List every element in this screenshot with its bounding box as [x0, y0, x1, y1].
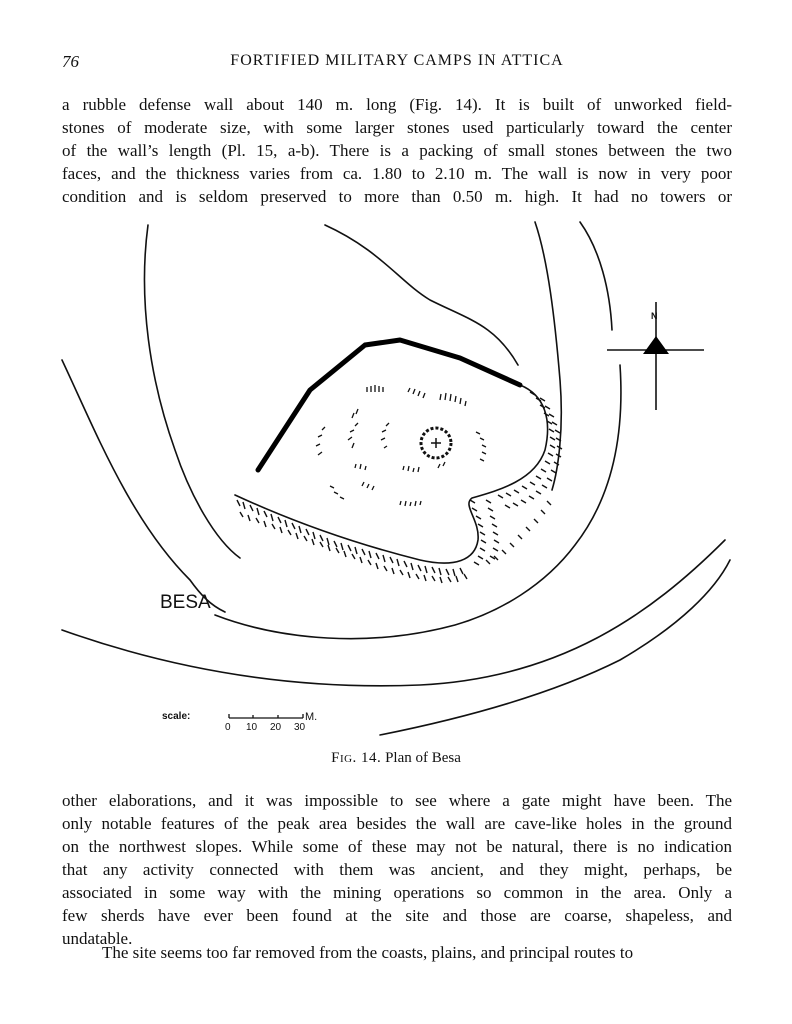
contour-line [580, 222, 612, 330]
scale-tick-label: 0 [225, 722, 231, 733]
rubble-band [505, 398, 562, 508]
running-title: FORTIFIED MILITARY CAMPS IN ATTICA [230, 52, 564, 69]
contour-line [535, 222, 561, 490]
caption-text: Plan of Besa [385, 750, 461, 766]
summit-ring [421, 428, 451, 458]
contour-line [215, 365, 621, 639]
scale-tick-label: 30 [294, 722, 306, 733]
paragraph-line: that any activity connected with them was ancient, and they might, perhaps, be [62, 860, 732, 879]
paragraph-line: of the wall’s length (Pl. 15, a-b). There is a packing of small stones between the two [62, 141, 732, 160]
rubble-band [470, 500, 499, 565]
contour-line [62, 360, 225, 612]
terrace-mark [438, 462, 445, 468]
scale-unit: M. [305, 711, 318, 723]
terrace-mark [381, 423, 389, 448]
terrace-hatching [316, 385, 486, 506]
terrace-mark [355, 464, 366, 470]
paragraph-line: a rubble defense wall about 140 m. long (Fig. 14). It is built of unworked field- [62, 95, 732, 114]
paragraph-line: condition and is seldom preserved to more than 0.50 m. high. It had no towers or [62, 187, 732, 206]
scale-bar [229, 714, 303, 718]
paragraph-line: other elaborations, and it was impossible to see where a gate might have been. The [62, 791, 732, 810]
defense-wall [258, 340, 520, 470]
north-label: N [651, 311, 658, 321]
paragraph-line: on the northwest slopes. While some of these may not be natural, there is no indication [62, 837, 732, 856]
paragraph-3 [62, 941, 732, 964]
paragraph-2 [62, 789, 732, 950]
terrace-mark [367, 385, 383, 392]
terrace-mark [408, 388, 425, 398]
contour-line [144, 225, 240, 558]
paragraph-line: only notable features of the peak area besides the wall are cave-like holes in the ground [62, 814, 732, 833]
terrace-mark [330, 486, 344, 499]
paragraph-1 [62, 93, 732, 208]
plan-of-besa-figure [0, 210, 792, 750]
caption-figure-number: Fig. 14. [331, 750, 382, 766]
paragraph-line: The site seems too far removed from the coasts, plains, and principal routes to [102, 943, 634, 962]
scale-tick-label: 20 [270, 722, 282, 733]
paragraph-line: few sherds have ever been found at the site and those are coarse, shapeless, and [62, 906, 732, 925]
terrace-mark [348, 423, 358, 448]
page-header [62, 52, 732, 76]
site-label: BESA [160, 592, 211, 613]
page-number: 76 [62, 52, 79, 71]
figure-caption [0, 750, 792, 767]
paragraph-line: stones of moderate size, with some larger stones used particularly toward the center [62, 118, 732, 137]
scale-label: scale: [162, 711, 191, 722]
scale-tick-label: 10 [246, 722, 258, 733]
terrace-mark [403, 466, 419, 472]
terrace-mark [440, 393, 466, 406]
rubble-band [486, 501, 551, 564]
terrace-mark [352, 409, 358, 418]
paragraph-line: associated in some way with the mining operations so common in the area. Only a [62, 883, 732, 902]
contour-line [380, 560, 730, 735]
terrace-mark [400, 501, 421, 506]
contour-line [235, 385, 548, 563]
paragraph-line: undatable. [62, 929, 133, 948]
contour-lines [62, 222, 730, 735]
terrace-mark [362, 482, 374, 490]
paragraph-line: faces, and the thickness varies from ca. 1.80 to 2.10 m. The wall is now in very poor [62, 164, 732, 183]
terrace-mark [476, 432, 486, 461]
terrace-mark [316, 427, 325, 455]
rubble-band [240, 512, 467, 583]
